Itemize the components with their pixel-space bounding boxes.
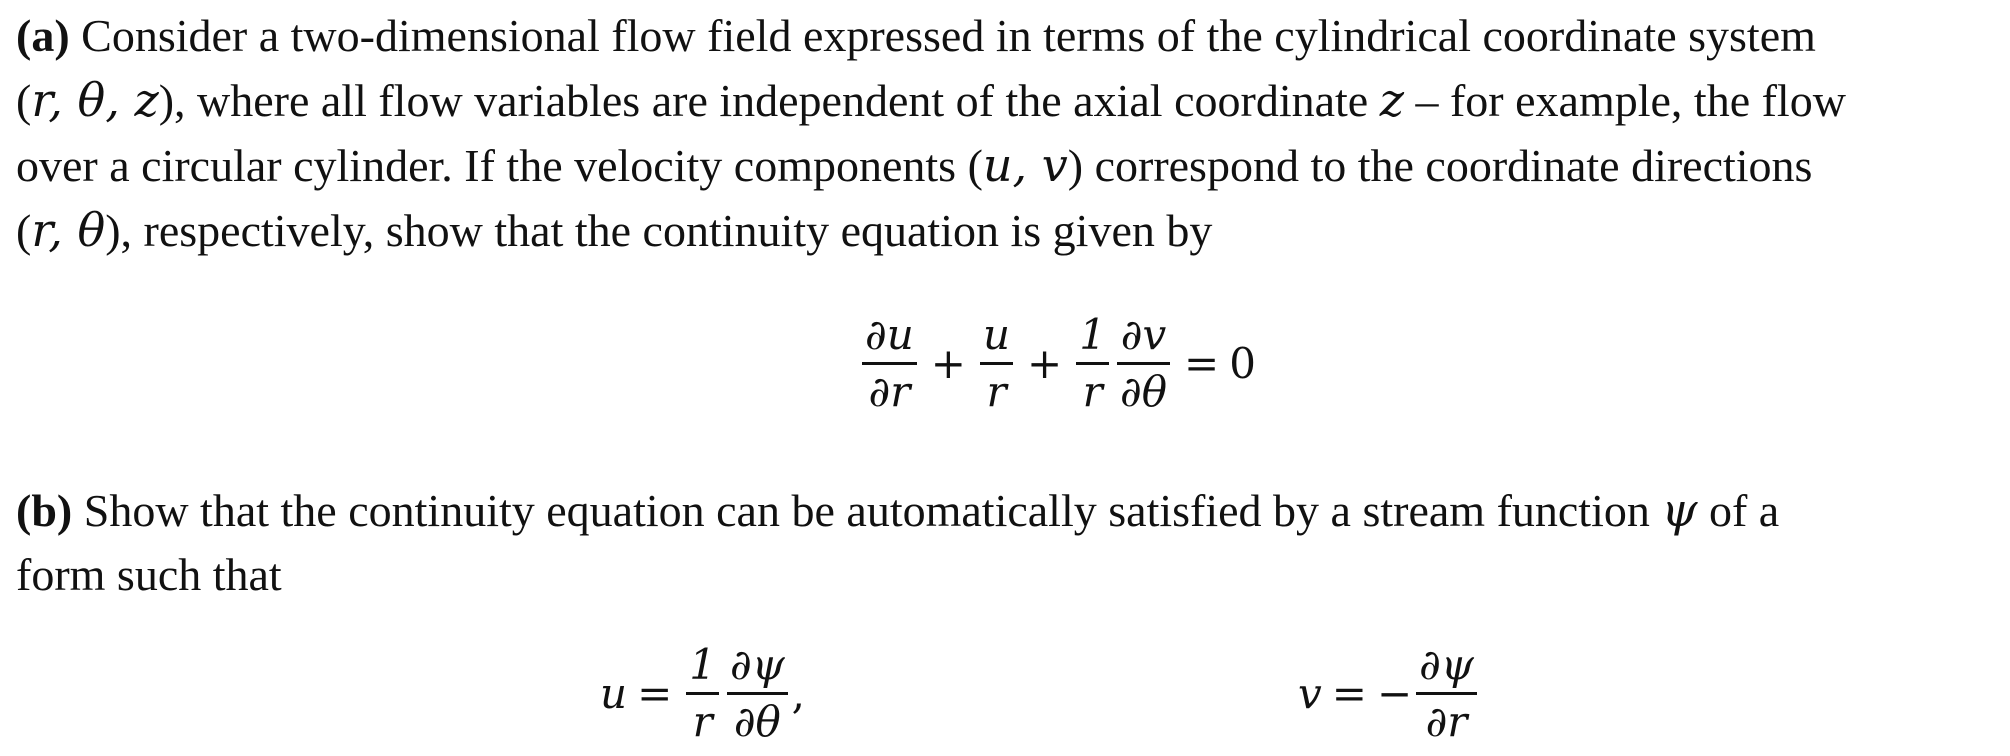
one-numerator: 1	[1079, 310, 1106, 359]
r-denominator: r	[986, 367, 1007, 416]
du-dr-fraction	[862, 308, 917, 419]
part-a-paragraph	[16, 4, 1992, 263]
r-denominator: r	[1082, 367, 1103, 416]
part-a-line1: Consider a two-dimensional flow field expressed in terms of the cylindrical coordinate system	[69, 10, 1816, 61]
part-a-line2-open: (	[16, 75, 32, 126]
one-over-r-fraction	[1076, 308, 1109, 419]
equals-sign: =	[1184, 339, 1220, 388]
dpsi-dr-fraction	[1416, 638, 1477, 749]
u-numerator: u	[982, 310, 1011, 359]
zero-rhs: 0	[1229, 339, 1256, 388]
equals-sign: =	[637, 669, 673, 718]
dr-denominator: ∂r	[868, 367, 911, 416]
part-b-line1-tail: of a	[1697, 485, 1780, 536]
part-b-line2: form such that	[16, 549, 282, 600]
u-lhs: u	[600, 669, 628, 718]
part-a-coords-rt: r, θ	[31, 203, 106, 257]
dpsi-dtheta-fraction	[727, 638, 788, 749]
u-over-r-fraction	[980, 308, 1013, 419]
dr-denominator: ∂r	[1425, 697, 1468, 746]
part-b-tag: (b)	[16, 485, 73, 536]
dtheta-denominator: ∂θ	[1119, 367, 1167, 416]
stream-function-psi: ψ	[1661, 483, 1698, 537]
part-a-line2-tail: – for example, the flow	[1403, 75, 1846, 126]
comma: ,	[791, 669, 806, 718]
stream-function-v-equation	[1298, 638, 1481, 749]
r-denominator: r	[692, 697, 713, 746]
dpsi-numerator: ∂ψ	[730, 640, 785, 689]
part-a-velocity-uv: u, v	[982, 138, 1068, 192]
stream-function-u-equation	[600, 638, 805, 749]
du-numerator: ∂u	[865, 310, 914, 359]
plus-sign: +	[930, 339, 966, 388]
part-a-coords-rtz: r, θ, z	[31, 73, 159, 127]
part-a-line2-rest: ), where all flow variables are independent of the axial coordinate	[158, 75, 1380, 126]
dpsi-numerator: ∂ψ	[1419, 640, 1474, 689]
part-a-line3-pre: over a circular cylinder. If the velocity components (	[16, 140, 983, 191]
part-a-line4-open: (	[16, 205, 32, 256]
part-b-paragraph	[16, 478, 1992, 607]
part-a-line3-post: ) correspond to the coordinate directions	[1067, 140, 1813, 191]
part-a-line4-rest: ), respectively, show that the continuity equation is given by	[105, 205, 1213, 256]
part-a-tag: (a)	[16, 10, 70, 61]
plus-sign: +	[1027, 339, 1063, 388]
equals-sign: =	[1331, 669, 1367, 718]
dv-dtheta-fraction	[1117, 308, 1170, 419]
minus-sign: −	[1376, 669, 1413, 718]
dtheta-denominator: ∂θ	[733, 697, 781, 746]
part-a-axial-z: z	[1379, 73, 1404, 127]
part-b-line1: Show that the continuity equation can be automatically satisfied by a stream function	[72, 485, 1662, 536]
dv-numerator: ∂v	[1120, 310, 1167, 359]
one-over-r-fraction	[686, 638, 719, 749]
continuity-equation	[858, 308, 1256, 419]
one-numerator: 1	[689, 640, 716, 689]
v-lhs: v	[1298, 669, 1322, 718]
